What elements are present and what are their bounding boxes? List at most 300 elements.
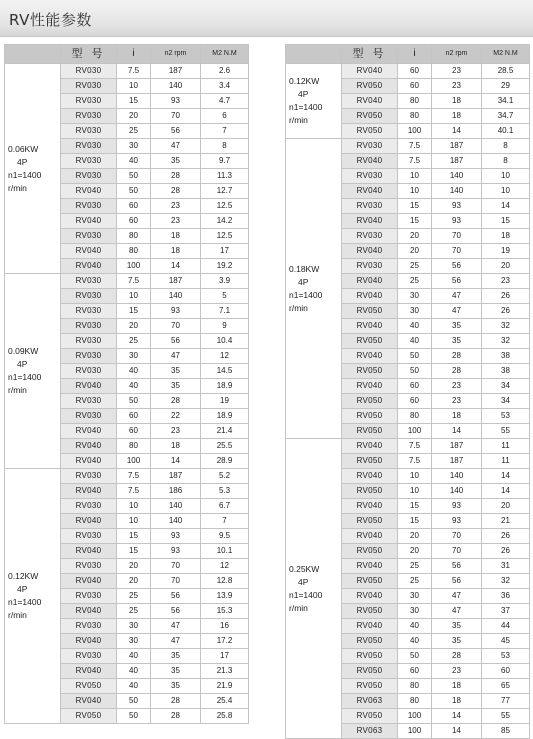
ratio-cell: 7.5 <box>117 64 151 79</box>
speed-cell: 23 <box>151 424 201 439</box>
model-cell: RV040 <box>342 64 398 79</box>
ratio-cell: 15 <box>398 214 432 229</box>
ratio-cell: 25 <box>117 589 151 604</box>
model-cell: RV040 <box>342 289 398 304</box>
torque-cell: 10 <box>482 184 530 199</box>
power-rating: 0.09KW <box>8 346 39 356</box>
speed-cell: 35 <box>432 619 482 634</box>
model-cell: RV050 <box>342 709 398 724</box>
ratio-cell: 20 <box>398 529 432 544</box>
speed-cell: 93 <box>432 214 482 229</box>
torque-cell: 11.3 <box>201 169 249 184</box>
speed-cell: 35 <box>151 379 201 394</box>
header-output-torque: M2 N.M <box>482 45 530 64</box>
ratio-cell: 25 <box>117 124 151 139</box>
header-model: 型 号 <box>342 45 398 64</box>
model-cell: RV040 <box>342 379 398 394</box>
model-cell: RV030 <box>61 619 117 634</box>
torque-cell: 60 <box>482 664 530 679</box>
speed-cell: 28 <box>151 184 201 199</box>
table-row <box>5 64 249 79</box>
pole-count: 4P <box>17 584 28 594</box>
table-row <box>5 274 249 289</box>
ratio-cell: 30 <box>398 304 432 319</box>
torque-cell: 17 <box>201 244 249 259</box>
torque-cell: 21 <box>482 514 530 529</box>
speed-unit: r/min <box>289 115 308 125</box>
torque-cell: 11 <box>482 454 530 469</box>
speed-cell: 140 <box>151 79 201 94</box>
speed-cell: 187 <box>432 154 482 169</box>
model-cell: RV040 <box>61 244 117 259</box>
input-speed: n1=1400 <box>289 102 323 112</box>
model-cell: RV050 <box>342 634 398 649</box>
torque-cell: 25.8 <box>201 709 249 724</box>
speed-cell: 93 <box>432 514 482 529</box>
ratio-cell: 10 <box>398 484 432 499</box>
model-cell: RV050 <box>342 679 398 694</box>
speed-cell: 14 <box>432 124 482 139</box>
torque-cell: 20 <box>482 499 530 514</box>
torque-cell: 40.1 <box>482 124 530 139</box>
ratio-cell: 30 <box>117 634 151 649</box>
torque-cell: 14 <box>482 484 530 499</box>
torque-cell: 14.5 <box>201 364 249 379</box>
speed-cell: 187 <box>432 139 482 154</box>
torque-cell: 32 <box>482 574 530 589</box>
performance-table-right <box>285 44 530 739</box>
ratio-cell: 40 <box>117 649 151 664</box>
model-cell: RV063 <box>342 694 398 709</box>
input-speed: n1=1400 <box>289 289 323 300</box>
model-cell: RV050 <box>342 409 398 424</box>
model-cell: RV050 <box>342 484 398 499</box>
power-rating: 0.06KW <box>8 143 39 154</box>
ratio-cell: 15 <box>117 529 151 544</box>
ratio-cell: 80 <box>398 694 432 709</box>
ratio-cell: 30 <box>398 289 432 304</box>
model-cell: RV040 <box>61 484 117 499</box>
torque-cell: 10.1 <box>201 544 249 559</box>
ratio-cell: 80 <box>398 679 432 694</box>
torque-cell: 26 <box>482 289 530 304</box>
speed-cell: 70 <box>432 229 482 244</box>
torque-cell: 18 <box>482 229 530 244</box>
model-cell: RV050 <box>342 454 398 469</box>
speed-cell: 70 <box>151 559 201 574</box>
torque-cell: 31 <box>482 559 530 574</box>
ratio-cell: 30 <box>117 349 151 364</box>
torque-cell: 12 <box>201 349 249 364</box>
speed-cell: 187 <box>432 439 482 454</box>
model-cell: RV030 <box>61 124 117 139</box>
speed-cell: 93 <box>432 199 482 214</box>
ratio-cell: 7.5 <box>398 139 432 154</box>
model-cell: RV030 <box>61 364 117 379</box>
speed-cell: 14 <box>432 424 482 439</box>
ratio-cell: 60 <box>117 424 151 439</box>
torque-cell: 53 <box>482 409 530 424</box>
speed-cell: 187 <box>151 469 201 484</box>
ratio-cell: 50 <box>117 184 151 199</box>
ratio-cell: 20 <box>398 544 432 559</box>
torque-cell: 16 <box>201 619 249 634</box>
power-group-label <box>286 439 342 739</box>
model-cell: RV050 <box>342 334 398 349</box>
ratio-cell: 40 <box>117 679 151 694</box>
speed-cell: 93 <box>151 304 201 319</box>
ratio-cell: 50 <box>117 394 151 409</box>
table-row <box>5 469 249 484</box>
torque-cell: 10.4 <box>201 334 249 349</box>
performance-table-left <box>4 44 249 724</box>
ratio-cell: 25 <box>398 274 432 289</box>
torque-cell: 38 <box>482 349 530 364</box>
speed-cell: 18 <box>432 409 482 424</box>
ratio-cell: 25 <box>117 604 151 619</box>
table-header-row <box>286 45 530 64</box>
torque-cell: 3.4 <box>201 79 249 94</box>
model-cell: RV040 <box>342 559 398 574</box>
ratio-cell: 20 <box>117 559 151 574</box>
model-cell: RV030 <box>342 259 398 274</box>
torque-cell: 26 <box>482 544 530 559</box>
torque-cell: 6 <box>201 109 249 124</box>
torque-cell: 2.6 <box>201 64 249 79</box>
model-cell: RV030 <box>61 394 117 409</box>
model-cell: RV030 <box>342 139 398 154</box>
speed-cell: 18 <box>151 439 201 454</box>
ratio-cell: 7.5 <box>117 484 151 499</box>
speed-cell: 56 <box>432 259 482 274</box>
model-cell: RV050 <box>342 649 398 664</box>
model-cell: RV030 <box>61 139 117 154</box>
ratio-cell: 60 <box>117 214 151 229</box>
torque-cell: 38 <box>482 364 530 379</box>
speed-cell: 93 <box>151 544 201 559</box>
model-cell: RV030 <box>61 154 117 169</box>
speed-cell: 23 <box>151 199 201 214</box>
table-row <box>286 64 530 79</box>
model-cell: RV040 <box>342 214 398 229</box>
speed-cell: 47 <box>151 349 201 364</box>
speed-unit: r/min <box>289 302 308 313</box>
model-cell: RV030 <box>61 589 117 604</box>
table-row <box>286 139 530 154</box>
ratio-cell: 50 <box>398 364 432 379</box>
model-cell: RV050 <box>342 109 398 124</box>
ratio-cell: 30 <box>117 619 151 634</box>
torque-cell: 14 <box>482 469 530 484</box>
torque-cell: 5.3 <box>201 484 249 499</box>
speed-cell: 56 <box>151 604 201 619</box>
header-output-torque: M2 N.M <box>201 45 249 64</box>
ratio-cell: 15 <box>398 199 432 214</box>
torque-cell: 14 <box>482 199 530 214</box>
speed-cell: 28 <box>151 694 201 709</box>
power-group-label <box>5 469 61 724</box>
model-cell: RV050 <box>342 124 398 139</box>
ratio-cell: 7.5 <box>117 469 151 484</box>
model-cell: RV040 <box>61 424 117 439</box>
speed-cell: 28 <box>432 649 482 664</box>
model-cell: RV040 <box>342 469 398 484</box>
ratio-cell: 25 <box>117 334 151 349</box>
speed-cell: 187 <box>151 64 201 79</box>
input-speed: n1=1400 <box>8 169 42 180</box>
model-cell: RV030 <box>61 529 117 544</box>
torque-cell: 18.9 <box>201 379 249 394</box>
model-cell: RV050 <box>61 709 117 724</box>
ratio-cell: 15 <box>398 499 432 514</box>
speed-cell: 47 <box>432 604 482 619</box>
torque-cell: 12.5 <box>201 229 249 244</box>
model-cell: RV030 <box>61 199 117 214</box>
power-group-label <box>286 64 342 139</box>
model-cell: RV030 <box>61 304 117 319</box>
model-cell: RV030 <box>61 94 117 109</box>
model-cell: RV050 <box>342 574 398 589</box>
table-body <box>5 64 249 724</box>
header-output-speed: n2 rpm <box>432 45 482 64</box>
ratio-cell: 60 <box>117 199 151 214</box>
model-cell: RV030 <box>61 469 117 484</box>
ratio-cell: 60 <box>117 409 151 424</box>
torque-cell: 17 <box>201 649 249 664</box>
ratio-cell: 10 <box>117 499 151 514</box>
torque-cell: 25.4 <box>201 694 249 709</box>
speed-cell: 93 <box>151 529 201 544</box>
model-cell: RV040 <box>61 379 117 394</box>
speed-cell: 14 <box>151 259 201 274</box>
torque-cell: 11 <box>482 439 530 454</box>
torque-cell: 20 <box>482 259 530 274</box>
ratio-cell: 50 <box>117 709 151 724</box>
speed-cell: 93 <box>432 499 482 514</box>
torque-cell: 7.1 <box>201 304 249 319</box>
model-cell: RV040 <box>61 259 117 274</box>
page-title: RV性能参数 <box>9 11 92 29</box>
ratio-cell: 15 <box>117 544 151 559</box>
speed-cell: 70 <box>151 319 201 334</box>
torque-cell: 37 <box>482 604 530 619</box>
table-body <box>286 64 530 739</box>
model-cell: RV040 <box>61 184 117 199</box>
torque-cell: 34.1 <box>482 94 530 109</box>
ratio-cell: 100 <box>398 724 432 739</box>
speed-unit: r/min <box>8 610 27 620</box>
ratio-cell: 60 <box>398 664 432 679</box>
ratio-cell: 50 <box>117 694 151 709</box>
model-cell: RV040 <box>342 274 398 289</box>
speed-unit: r/min <box>8 182 27 193</box>
ratio-cell: 80 <box>117 244 151 259</box>
speed-cell: 35 <box>432 319 482 334</box>
torque-cell: 18.9 <box>201 409 249 424</box>
speed-cell: 35 <box>151 649 201 664</box>
speed-cell: 23 <box>432 79 482 94</box>
header-ratio: i <box>117 45 151 64</box>
ratio-cell: 10 <box>117 289 151 304</box>
model-cell: RV050 <box>342 514 398 529</box>
input-speed: n1=1400 <box>8 372 42 382</box>
ratio-cell: 60 <box>398 394 432 409</box>
ratio-cell: 50 <box>398 349 432 364</box>
torque-cell: 28.5 <box>482 64 530 79</box>
model-cell: RV050 <box>342 604 398 619</box>
ratio-cell: 20 <box>117 574 151 589</box>
speed-cell: 23 <box>432 64 482 79</box>
ratio-cell: 40 <box>398 334 432 349</box>
ratio-cell: 30 <box>398 589 432 604</box>
speed-cell: 140 <box>432 184 482 199</box>
model-cell: RV030 <box>342 229 398 244</box>
ratio-cell: 20 <box>117 109 151 124</box>
ratio-cell: 80 <box>117 229 151 244</box>
header-group-blank <box>5 45 61 64</box>
model-cell: RV050 <box>342 364 398 379</box>
model-cell: RV040 <box>342 529 398 544</box>
speed-unit: r/min <box>289 602 308 613</box>
power-rating: 0.25KW <box>289 563 320 574</box>
torque-cell: 23 <box>482 274 530 289</box>
ratio-cell: 40 <box>398 634 432 649</box>
ratio-cell: 10 <box>117 514 151 529</box>
pole-count: 4P <box>298 89 309 99</box>
model-cell: RV040 <box>61 694 117 709</box>
model-cell: RV030 <box>61 274 117 289</box>
speed-cell: 35 <box>151 364 201 379</box>
torque-cell: 5 <box>201 289 249 304</box>
model-cell: RV040 <box>342 244 398 259</box>
speed-cell: 28 <box>432 364 482 379</box>
model-cell: RV030 <box>342 199 398 214</box>
ratio-cell: 40 <box>398 619 432 634</box>
model-cell: RV040 <box>61 574 117 589</box>
model-cell: RV040 <box>61 604 117 619</box>
ratio-cell: 80 <box>398 94 432 109</box>
speed-cell: 47 <box>432 589 482 604</box>
torque-cell: 77 <box>482 694 530 709</box>
model-cell: RV030 <box>61 289 117 304</box>
ratio-cell: 60 <box>398 79 432 94</box>
power-rating: 0.12KW <box>289 76 320 86</box>
torque-cell: 26 <box>482 529 530 544</box>
speed-cell: 140 <box>151 289 201 304</box>
speed-cell: 47 <box>432 304 482 319</box>
model-cell: RV030 <box>61 409 117 424</box>
speed-cell: 14 <box>432 709 482 724</box>
speed-cell: 47 <box>432 289 482 304</box>
torque-cell: 32 <box>482 334 530 349</box>
speed-cell: 18 <box>151 229 201 244</box>
pole-count: 4P <box>17 156 28 167</box>
speed-cell: 140 <box>151 499 201 514</box>
power-group-label <box>286 139 342 439</box>
speed-cell: 35 <box>151 679 201 694</box>
torque-cell: 9.5 <box>201 529 249 544</box>
model-cell: RV030 <box>61 229 117 244</box>
speed-cell: 47 <box>151 139 201 154</box>
ratio-cell: 100 <box>398 424 432 439</box>
ratio-cell: 80 <box>398 409 432 424</box>
model-cell: RV040 <box>61 664 117 679</box>
torque-cell: 4.7 <box>201 94 249 109</box>
table-row <box>286 439 530 454</box>
speed-cell: 56 <box>151 334 201 349</box>
ratio-cell: 40 <box>117 379 151 394</box>
speed-cell: 18 <box>151 244 201 259</box>
torque-cell: 12.5 <box>201 199 249 214</box>
speed-cell: 70 <box>432 244 482 259</box>
header-group-blank <box>286 45 342 64</box>
ratio-cell: 25 <box>398 559 432 574</box>
ratio-cell: 60 <box>398 64 432 79</box>
torque-cell: 6.7 <box>201 499 249 514</box>
torque-cell: 12 <box>201 559 249 574</box>
ratio-cell: 30 <box>398 604 432 619</box>
input-speed: n1=1400 <box>289 589 323 600</box>
speed-cell: 35 <box>432 634 482 649</box>
ratio-cell: 15 <box>117 304 151 319</box>
torque-cell: 17.2 <box>201 634 249 649</box>
pole-count: 4P <box>17 359 28 369</box>
speed-unit: r/min <box>8 385 27 395</box>
torque-cell: 3.9 <box>201 274 249 289</box>
torque-cell: 29 <box>482 79 530 94</box>
ratio-cell: 25 <box>398 574 432 589</box>
ratio-cell: 100 <box>117 259 151 274</box>
speed-cell: 14 <box>432 724 482 739</box>
model-cell: RV030 <box>61 319 117 334</box>
model-cell: RV063 <box>342 724 398 739</box>
ratio-cell: 40 <box>117 154 151 169</box>
model-cell: RV040 <box>61 514 117 529</box>
speed-cell: 140 <box>151 514 201 529</box>
model-cell: RV050 <box>342 664 398 679</box>
speed-cell: 187 <box>432 454 482 469</box>
ratio-cell: 50 <box>117 169 151 184</box>
torque-cell: 15 <box>482 214 530 229</box>
ratio-cell: 7.5 <box>398 154 432 169</box>
speed-cell: 47 <box>151 634 201 649</box>
torque-cell: 21.9 <box>201 679 249 694</box>
speed-cell: 18 <box>432 679 482 694</box>
model-cell: RV040 <box>342 589 398 604</box>
model-cell: RV050 <box>342 544 398 559</box>
ratio-cell: 100 <box>398 709 432 724</box>
torque-cell: 21.3 <box>201 664 249 679</box>
model-cell: RV030 <box>61 169 117 184</box>
model-cell: RV050 <box>61 679 117 694</box>
power-group-label <box>5 274 61 469</box>
torque-cell: 85 <box>482 724 530 739</box>
speed-cell: 70 <box>432 544 482 559</box>
header-model: 型 号 <box>61 45 117 64</box>
model-cell: RV040 <box>342 319 398 334</box>
speed-cell: 18 <box>432 94 482 109</box>
speed-cell: 93 <box>151 94 201 109</box>
ratio-cell: 60 <box>398 379 432 394</box>
torque-cell: 7 <box>201 514 249 529</box>
torque-cell: 36 <box>482 589 530 604</box>
model-cell: RV030 <box>61 79 117 94</box>
ratio-cell: 7.5 <box>117 274 151 289</box>
ratio-cell: 20 <box>117 319 151 334</box>
torque-cell: 65 <box>482 679 530 694</box>
speed-cell: 28 <box>151 709 201 724</box>
model-cell: RV040 <box>342 184 398 199</box>
